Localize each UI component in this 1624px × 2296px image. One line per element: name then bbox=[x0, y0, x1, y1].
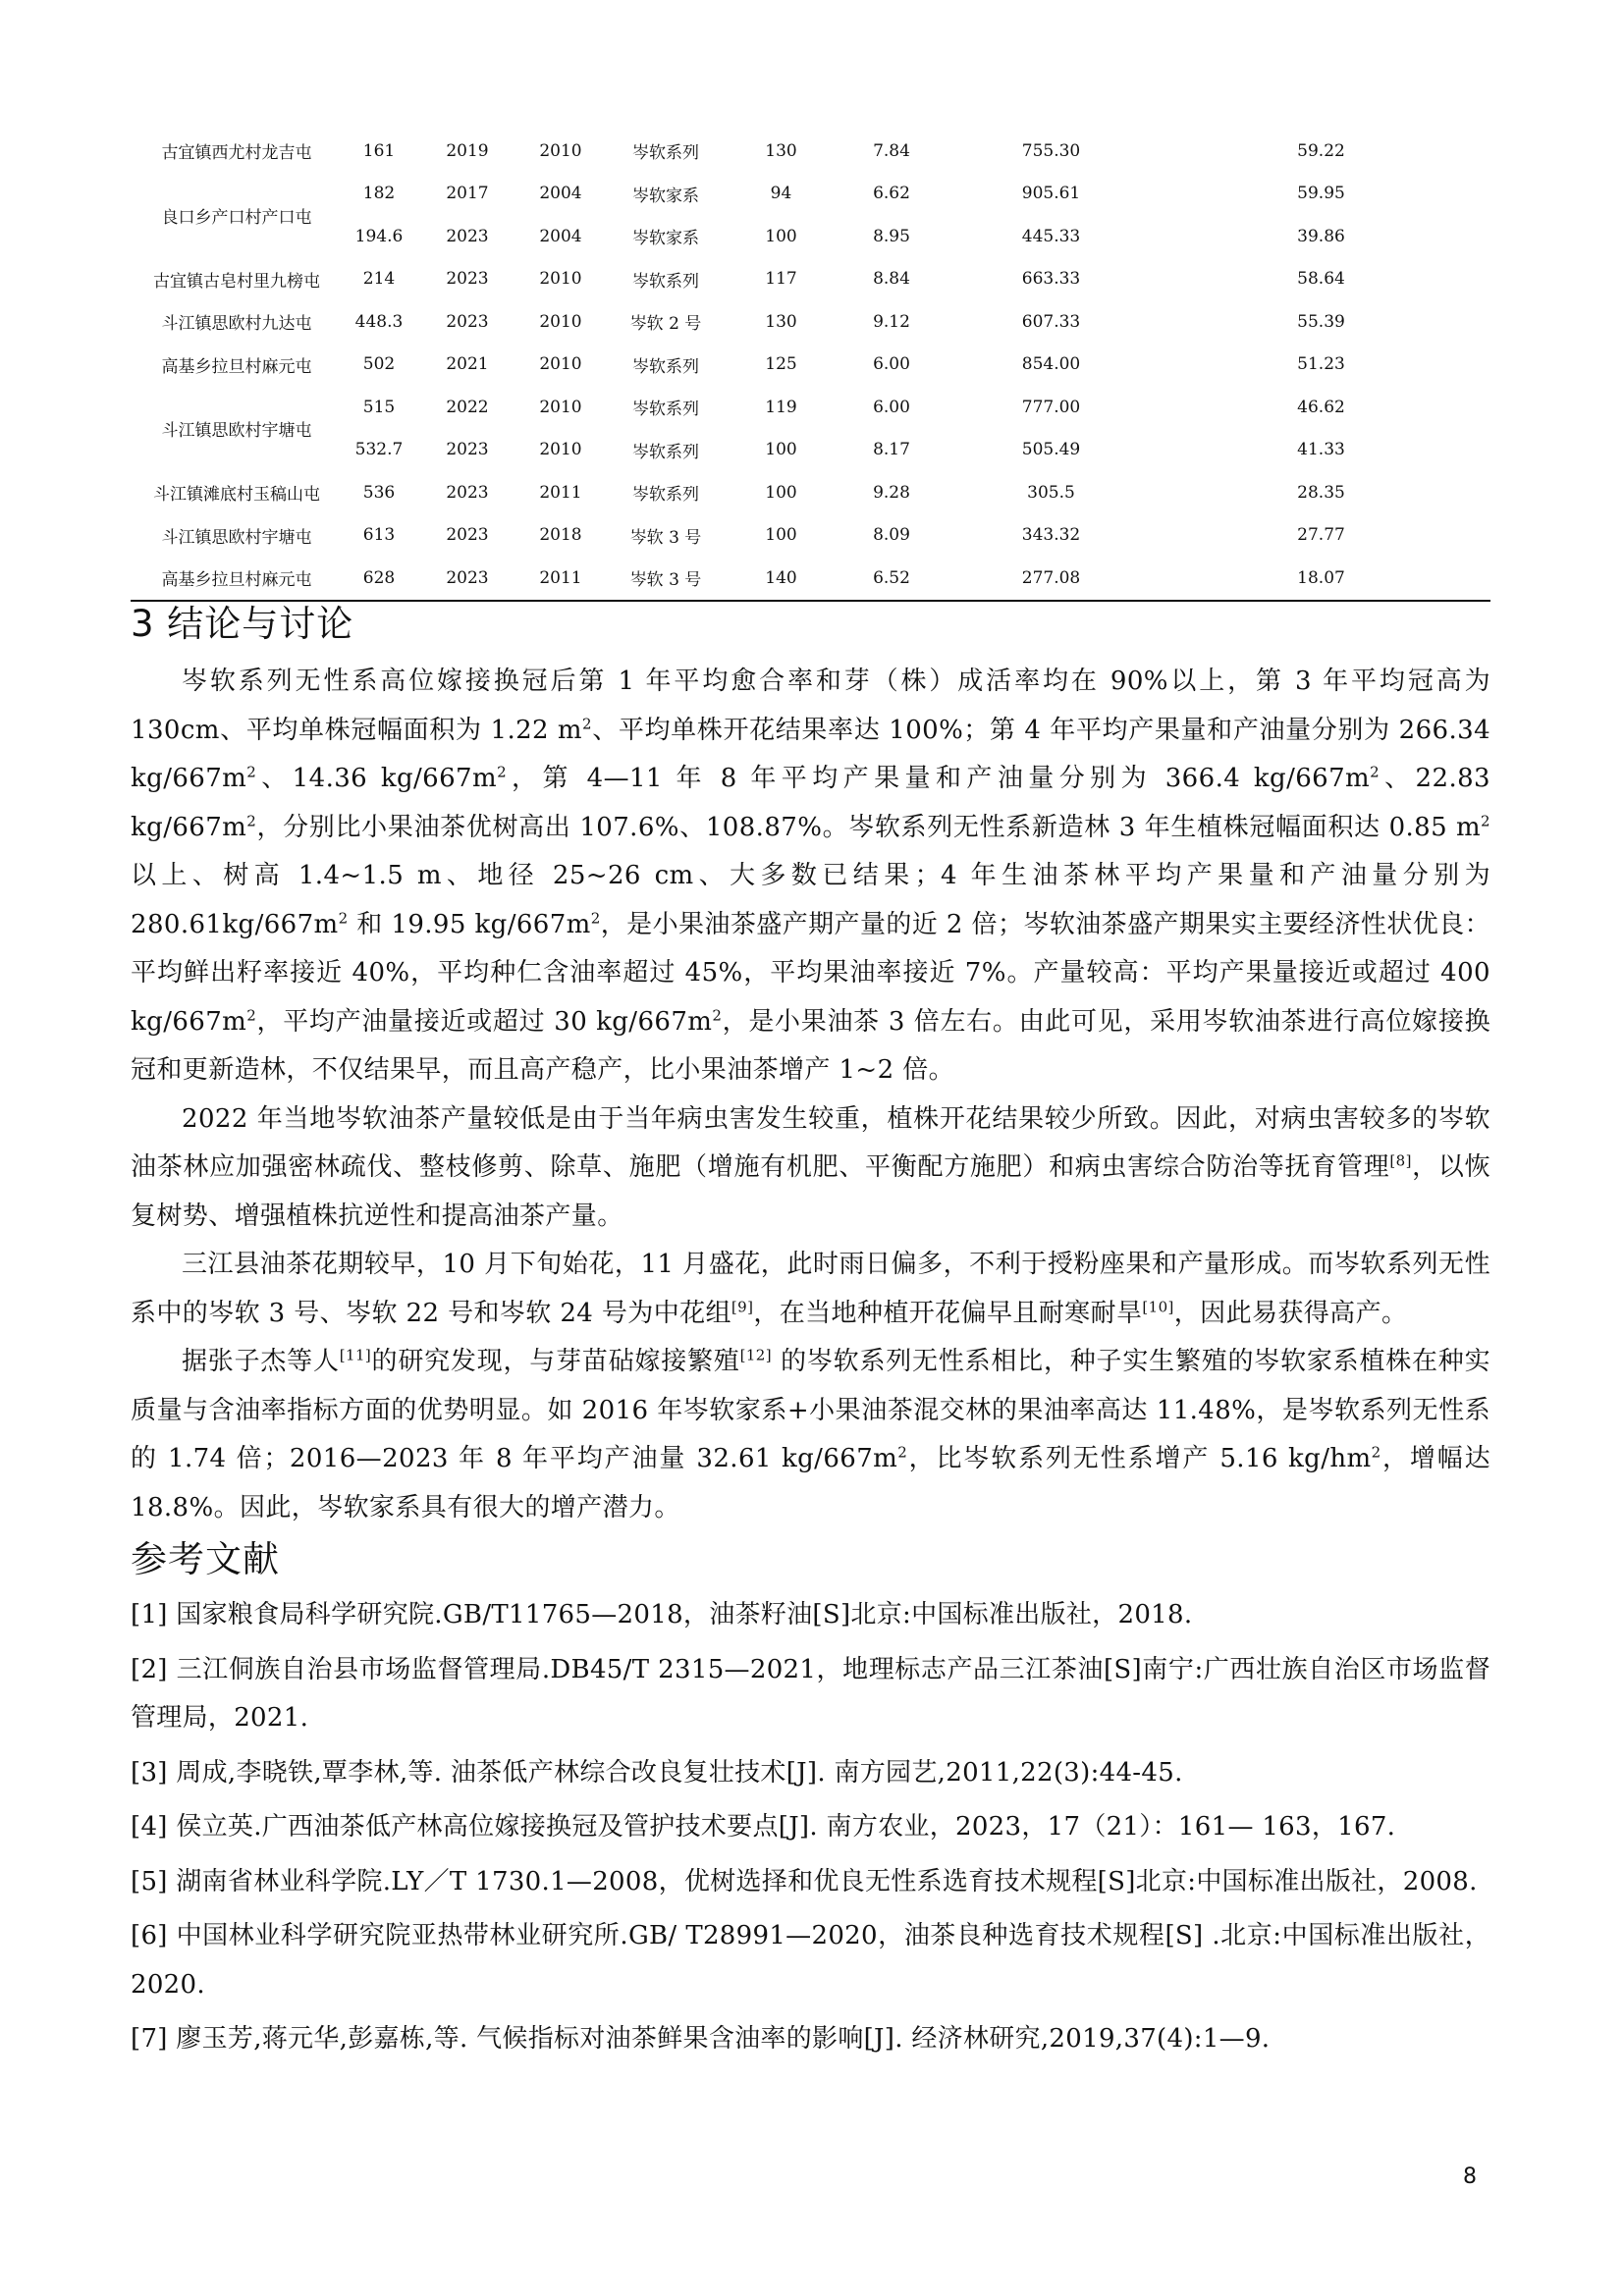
table-cell: 2010 bbox=[539, 311, 582, 332]
table-cell: 2023 bbox=[415, 557, 519, 601]
table-cell: 2011 bbox=[539, 482, 582, 503]
table-cell: 2023 bbox=[446, 311, 489, 332]
citation: [12] bbox=[739, 1346, 773, 1364]
table-cell: 905.61 bbox=[1021, 184, 1081, 204]
table-cell-location: 斗江镇思欧村九达屯 bbox=[161, 314, 312, 335]
table-cell: 岑软 3 号 bbox=[629, 527, 702, 548]
table-cell: 628 bbox=[343, 557, 415, 601]
table-cell: 7.84 bbox=[873, 140, 910, 161]
page-number: 8 bbox=[1463, 2164, 1477, 2189]
table-cell: 8.84 bbox=[873, 269, 910, 290]
table-cell: 2010 bbox=[539, 354, 582, 375]
table-cell: 663.33 bbox=[1021, 269, 1081, 290]
table-cell: 2023 bbox=[446, 525, 489, 546]
table-cell: 536 bbox=[362, 482, 396, 503]
table-cell-location: 良口乡产口村产口屯 bbox=[161, 207, 312, 228]
table-cell: 613 bbox=[362, 525, 396, 546]
table-row bbox=[131, 514, 1490, 558]
table-cell: 94 bbox=[770, 184, 792, 204]
table-cell: 277.08 bbox=[950, 557, 1152, 601]
table-cell: 343.32 bbox=[1021, 525, 1081, 546]
table-cell: 125 bbox=[765, 354, 797, 375]
table-row bbox=[131, 386, 1490, 429]
table-cell-location: 斗江镇思欧村宇塘屯 bbox=[161, 527, 312, 548]
reference-item: [3] 周成,李晓铁,覃李林,等. 油茶低产林综合改良复壮技术[J]. 南方园艺,2011,22(3):44-45. bbox=[131, 1757, 1183, 1788]
table-cell-location: 古宜镇古皂村里九榜屯 bbox=[153, 271, 320, 292]
table-cell: 515 bbox=[362, 397, 396, 417]
table-cell: 9.28 bbox=[873, 482, 910, 503]
table-cell: 6.00 bbox=[873, 354, 910, 375]
table-cell: 8.17 bbox=[873, 440, 910, 460]
table-cell: 41.33 bbox=[1297, 440, 1345, 460]
table-cell: 2004 bbox=[539, 226, 582, 246]
table-cell-location: 斗江镇思欧村宇塘屯 bbox=[161, 421, 312, 441]
table-cell: 岑软 2 号 bbox=[629, 314, 702, 335]
table-cell: 39.86 bbox=[1297, 226, 1345, 246]
table-cell: 2019 bbox=[446, 140, 489, 161]
reference-item: [2] 三江侗族自治县市场监督管理局.DB45/T 2315—2021，地理标志产品三江茶油[S]南宁:广西壮族自治区市场监督管理局，2021. bbox=[131, 1654, 1490, 1733]
table-cell: 6.62 bbox=[873, 184, 910, 204]
table-cell: 448.3 bbox=[354, 311, 404, 332]
reference-item: [5] 湖南省林业科学院.LY／T 1730.1—2008，优树选择和优良无性系选育技术规程[S]北京:中国标准出版社，2008. bbox=[131, 1866, 1478, 1896]
table-cell: 2023 bbox=[446, 226, 489, 246]
reference-list bbox=[131, 1591, 1490, 2070]
table-cell: 59.22 bbox=[1297, 140, 1345, 161]
table-row bbox=[131, 471, 1490, 514]
table-cell: 777.00 bbox=[1021, 397, 1081, 417]
table-cell: 161 bbox=[362, 140, 396, 161]
data-table bbox=[131, 130, 1490, 602]
paragraph-2: 2022 年当地岑软油茶产量较低是由于当年病虫害发生较重，植株开花结果较少所致。因此，对病虫害较多的岑软油茶林应加强密林疏伐、整枝修剪、除草、施肥（增施有机肥、平衡配方施肥）和病虫害综合防治等抚育管理[8]，以恢复树势、增强植株抗逆性和提高油茶产量。 bbox=[131, 1103, 1491, 1231]
reference-item: [6] 中国林业科学研究院亚热带林业研究所.GB/ T28991—2020，油茶良种选育技术规程[S] .北京:中国标准出版社，2020. bbox=[131, 1921, 1490, 2000]
reference-item: [4] 侯立英.广西油茶低产林高位嫁接换冠及管护技术要点[J]. 南方农业，2023，17（21）：161— 163，167. bbox=[131, 1812, 1396, 1842]
table-cell: 505.49 bbox=[1021, 440, 1081, 460]
table-cell-location: 高基乡拉旦村麻元屯 bbox=[161, 356, 312, 377]
table-row bbox=[131, 258, 1490, 301]
table-row bbox=[131, 344, 1490, 387]
table-cell-location: 高基乡拉旦村麻元屯 bbox=[131, 557, 343, 601]
table-cell: 46.62 bbox=[1297, 397, 1345, 417]
table-cell: 6.00 bbox=[873, 397, 910, 417]
section-conclusion bbox=[131, 601, 1490, 2070]
paragraph-4: 据张子杰等人[11]的研究发现，与芽苗砧嫁接繁殖[12] 的岑软系列无性系相比，种子实生繁殖的岑软家系植株在种实质量与含油率指标方面的优势明显。如 2016 年岑软家系+小果油茶混交林的果油率高达 11.48%，是岑软系列无性系的 1.74 倍；2016—2023 年 8 年平均产油量 32.61 $kg/667m^2$，比岑软系列无性系增产 5.16 $kg/hm^2$，增幅达 18.8%。因此，岑软家系具有很大的增产潜力。 bbox=[131, 1346, 1491, 1522]
section-title: 3 结论与讨论 bbox=[131, 603, 354, 645]
table-cell: 194.6 bbox=[354, 226, 404, 246]
table-cell: 445.33 bbox=[1021, 226, 1081, 246]
table-cell: 岑软家系 bbox=[632, 186, 699, 206]
table-cell: 502 bbox=[362, 354, 396, 375]
table-cell: 58.64 bbox=[1297, 269, 1345, 290]
table-cell: 2017 bbox=[446, 184, 489, 204]
table-cell: 2011 bbox=[519, 557, 602, 601]
reference-item: [1] 国家粮食局科学研究院.GB/T11765—2018，油茶籽油[S]北京:中国标准出版社，2018. bbox=[131, 1600, 1193, 1629]
table-row bbox=[131, 300, 1490, 344]
table-cell: 6.52 bbox=[833, 557, 950, 601]
table-cell: 140 bbox=[730, 557, 833, 601]
paragraph-3: 三江县油茶花期较早，10 月下旬始花，11 月盛花，此时雨日偏多，不利于授粉座果和产量形成。而岑软系列无性系中的岑软 3 号、岑软 22 号和岑软 24 号为中花组[9]，在当地种植开花偏早且耐寒耐旱[10]，因此易获得高产。 bbox=[131, 1250, 1490, 1328]
table-cell: 2010 bbox=[539, 440, 582, 460]
citation: [10] bbox=[1142, 1297, 1174, 1315]
citation: [11] bbox=[339, 1346, 372, 1364]
citation: [8] bbox=[1389, 1151, 1412, 1170]
table-cell: 854.00 bbox=[1021, 354, 1081, 375]
table-cell: 27.77 bbox=[1297, 525, 1345, 546]
table-cell: 2010 bbox=[539, 140, 582, 161]
table-cell: 55.39 bbox=[1297, 311, 1345, 332]
table-cell: 岑软系列 bbox=[632, 356, 699, 377]
table-cell: 130 bbox=[765, 140, 797, 161]
table-cell: 214 bbox=[362, 269, 396, 290]
table-cell: 51.23 bbox=[1297, 354, 1345, 375]
table-cell: 182 bbox=[362, 184, 396, 204]
table-cell: 130 bbox=[765, 311, 797, 332]
citation: [9] bbox=[731, 1297, 754, 1315]
table-cell: 岑软 3 号 bbox=[602, 557, 730, 601]
references-title: 参考文献 bbox=[131, 1538, 280, 1580]
table-cell-location: 斗江镇滩底村玉稿山屯 bbox=[153, 485, 320, 506]
table-cell: 100 bbox=[765, 440, 797, 460]
table-row bbox=[131, 557, 1490, 601]
table-cell: 岑软系列 bbox=[632, 271, 699, 292]
table-row bbox=[131, 130, 1490, 173]
table-cell: 9.12 bbox=[873, 311, 910, 332]
paragraph-1: 岑软系列无性系高位嫁接换冠后第 1 年平均愈合率和芽（株）成活率均在 90%以上，第 3 年平均冠高为 130cm、平均单株冠幅面积为 1.22 $m^2$、平均单株开花结果率达 100%；第 4 年平均产果量和产油量分别为 266.34 $kg/667m^2$、14.36 $kg/667m^2$，第 4—11 年 8 年平均产果量和产油量分别为 366.4 $kg/667m^2$、22.83 $kg/667m^2$，分别比小果油茶优树高出 107.6%、108.87%。岑软系列无性系新造林 3 年生植株冠幅面积达 0.85 $m^2$ 以上、树高 1.4~1.5 m、地径 25~26 cm、大多数已结果；4 年生油茶林平均产果量和产油量分别为 $280.61kg/667m^2$ 和 19.95 $kg/667m^2$，是小果油茶盛产期产量的近 2 倍；岑软油茶盛产期果实主要经济性状优良：平均鲜出籽率接近 40%，平均种仁含油率超过 45%，平均果油率接近 7%。产量较高：平均产果量接近或超过 400 $kg/667m^2$，平均产油量接近或超过 30 $kg/667m^2$，是小果油茶 3 倍左右。由此可见，采用岑软油茶进行高位嫁接换冠和更新造林，不仅结果早，而且高产稳产，比小果油茶增产 1~2 倍。 bbox=[131, 667, 1491, 1085]
table-cell: 100 bbox=[765, 226, 797, 246]
table-cell: 59.95 bbox=[1297, 184, 1345, 204]
table-cell: 2010 bbox=[539, 397, 582, 417]
table-cell: 岑软系列 bbox=[632, 143, 699, 164]
table-cell: 2023 bbox=[446, 482, 489, 503]
table-cell: 607.33 bbox=[1021, 311, 1081, 332]
table-cell: 2022 bbox=[446, 397, 489, 417]
table-cell: 18.07 bbox=[1152, 557, 1490, 601]
table-cell-location: 古宜镇西尤村龙吉屯 bbox=[161, 143, 312, 164]
table-cell: 岑软系列 bbox=[632, 400, 699, 420]
table-cell: 2023 bbox=[446, 269, 489, 290]
reference-item: [7] 廖玉芳,蒋元华,彭嘉栋,等. 气候指标对油茶鲜果含油率的影响[J]. 经济林研究,2019,37(4):1—9. bbox=[131, 2024, 1271, 2054]
table-cell: 2010 bbox=[539, 269, 582, 290]
table-cell: 2021 bbox=[446, 354, 489, 375]
table-cell: 117 bbox=[765, 269, 797, 290]
table-cell: 28.35 bbox=[1297, 482, 1345, 503]
table-cell: 119 bbox=[765, 397, 797, 417]
table-cell: 8.95 bbox=[873, 226, 910, 246]
table-body bbox=[131, 130, 1490, 601]
table-cell: 2018 bbox=[539, 525, 582, 546]
table-cell: 8.09 bbox=[873, 525, 910, 546]
table-cell: 岑软系列 bbox=[632, 442, 699, 462]
table-cell: 岑软系列 bbox=[632, 485, 699, 506]
table-cell: 2004 bbox=[539, 184, 582, 204]
table-cell: 岑软家系 bbox=[632, 229, 699, 249]
table-row bbox=[131, 173, 1490, 216]
table-cell: 532.7 bbox=[354, 440, 404, 460]
table-cell: 100 bbox=[765, 525, 797, 546]
table-cell: 2023 bbox=[446, 440, 489, 460]
table-cell: 305.5 bbox=[1027, 482, 1075, 503]
table-cell: 755.30 bbox=[1021, 140, 1081, 161]
table-cell: 100 bbox=[765, 482, 797, 503]
